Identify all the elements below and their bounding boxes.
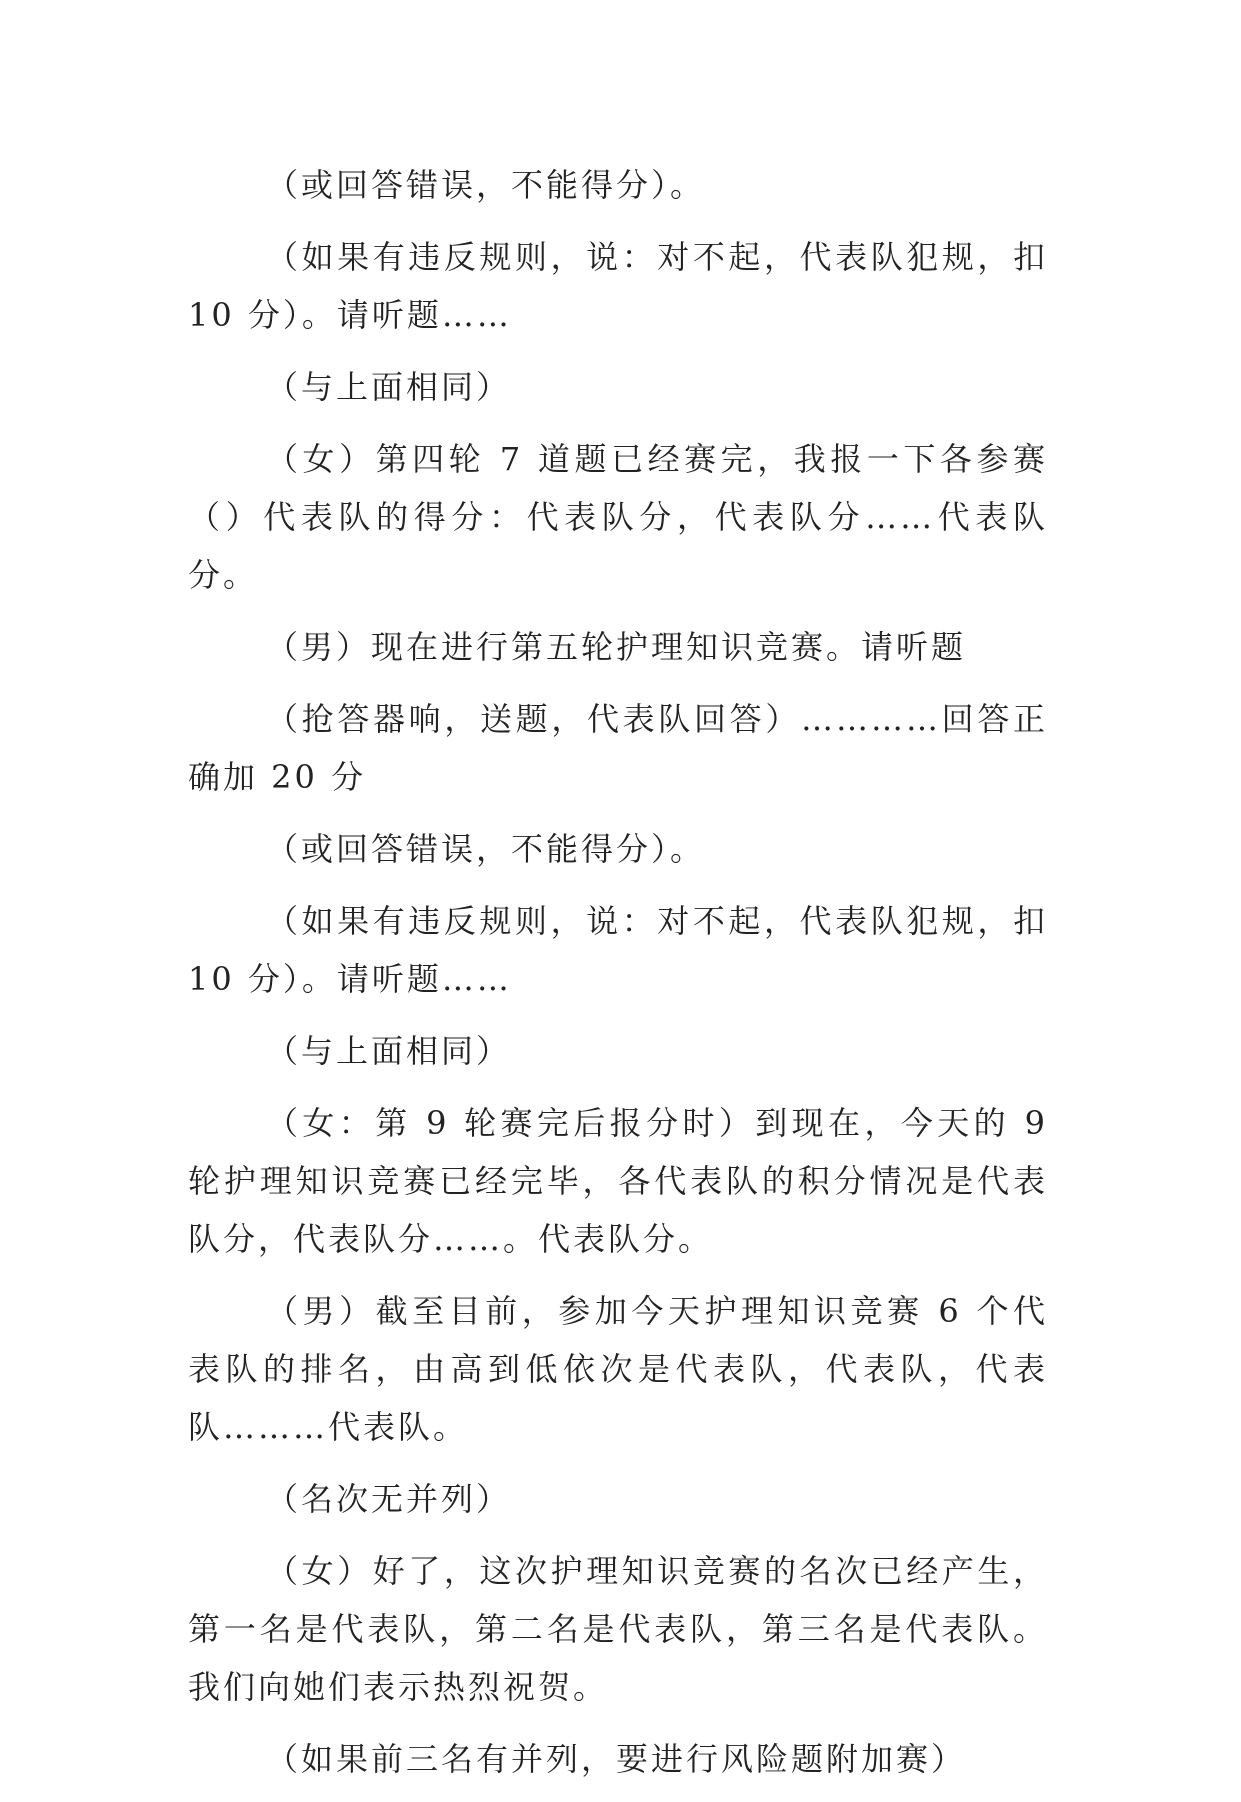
paragraph: （抢答器响，送题，代表队回答）…………回答正确加 20 分 <box>188 700 1048 796</box>
document-body <box>188 156 1048 1802</box>
paragraph: （男）截至目前，参加今天护理知识竞赛 6 个代表队的排名，由高到低依次是代表队，代表队，代表队………代表队。 <box>188 1292 1048 1446</box>
paragraph: （或回答错误，不能得分）。 <box>266 166 706 204</box>
paragraph: （男）现在进行第五轮护理知识竞赛。请听题 <box>266 628 967 666</box>
paragraph: （如果前三名有并列，要进行风险题附加赛） <box>266 1740 967 1778</box>
paragraph: （女：第 9 轮赛完后报分时）到现在，今天的 9 轮护理知识竞赛已经完毕，各代表队的积分情况是代表队分，代表队分……。代表队分。 <box>188 1104 1048 1258</box>
paragraph: （与上面相同） <box>266 1032 512 1070</box>
paragraph: （名次无并列） <box>266 1480 512 1518</box>
paragraph: （或回答错误，不能得分）。 <box>266 830 706 868</box>
paragraph: （女）第四轮 7 道题已经赛完，我报一下各参赛（）代表队的得分：代表队分，代表队分……代表队分。 <box>188 440 1048 594</box>
paragraph: （女）好了，这次护理知识竞赛的名次已经产生，第一名是代表队，第二名是代表队，第三名是代表队。我们向她们表示热烈祝贺。 <box>188 1552 1048 1706</box>
paragraph: （与上面相同） <box>266 368 512 406</box>
paragraph: （如果有违反规则，说：对不起，代表队犯规，扣 10 分）。请听题…… <box>188 902 1048 998</box>
paragraph: （如果有违反规则，说：对不起，代表队犯规，扣 10 分）。请听题…… <box>188 238 1048 334</box>
